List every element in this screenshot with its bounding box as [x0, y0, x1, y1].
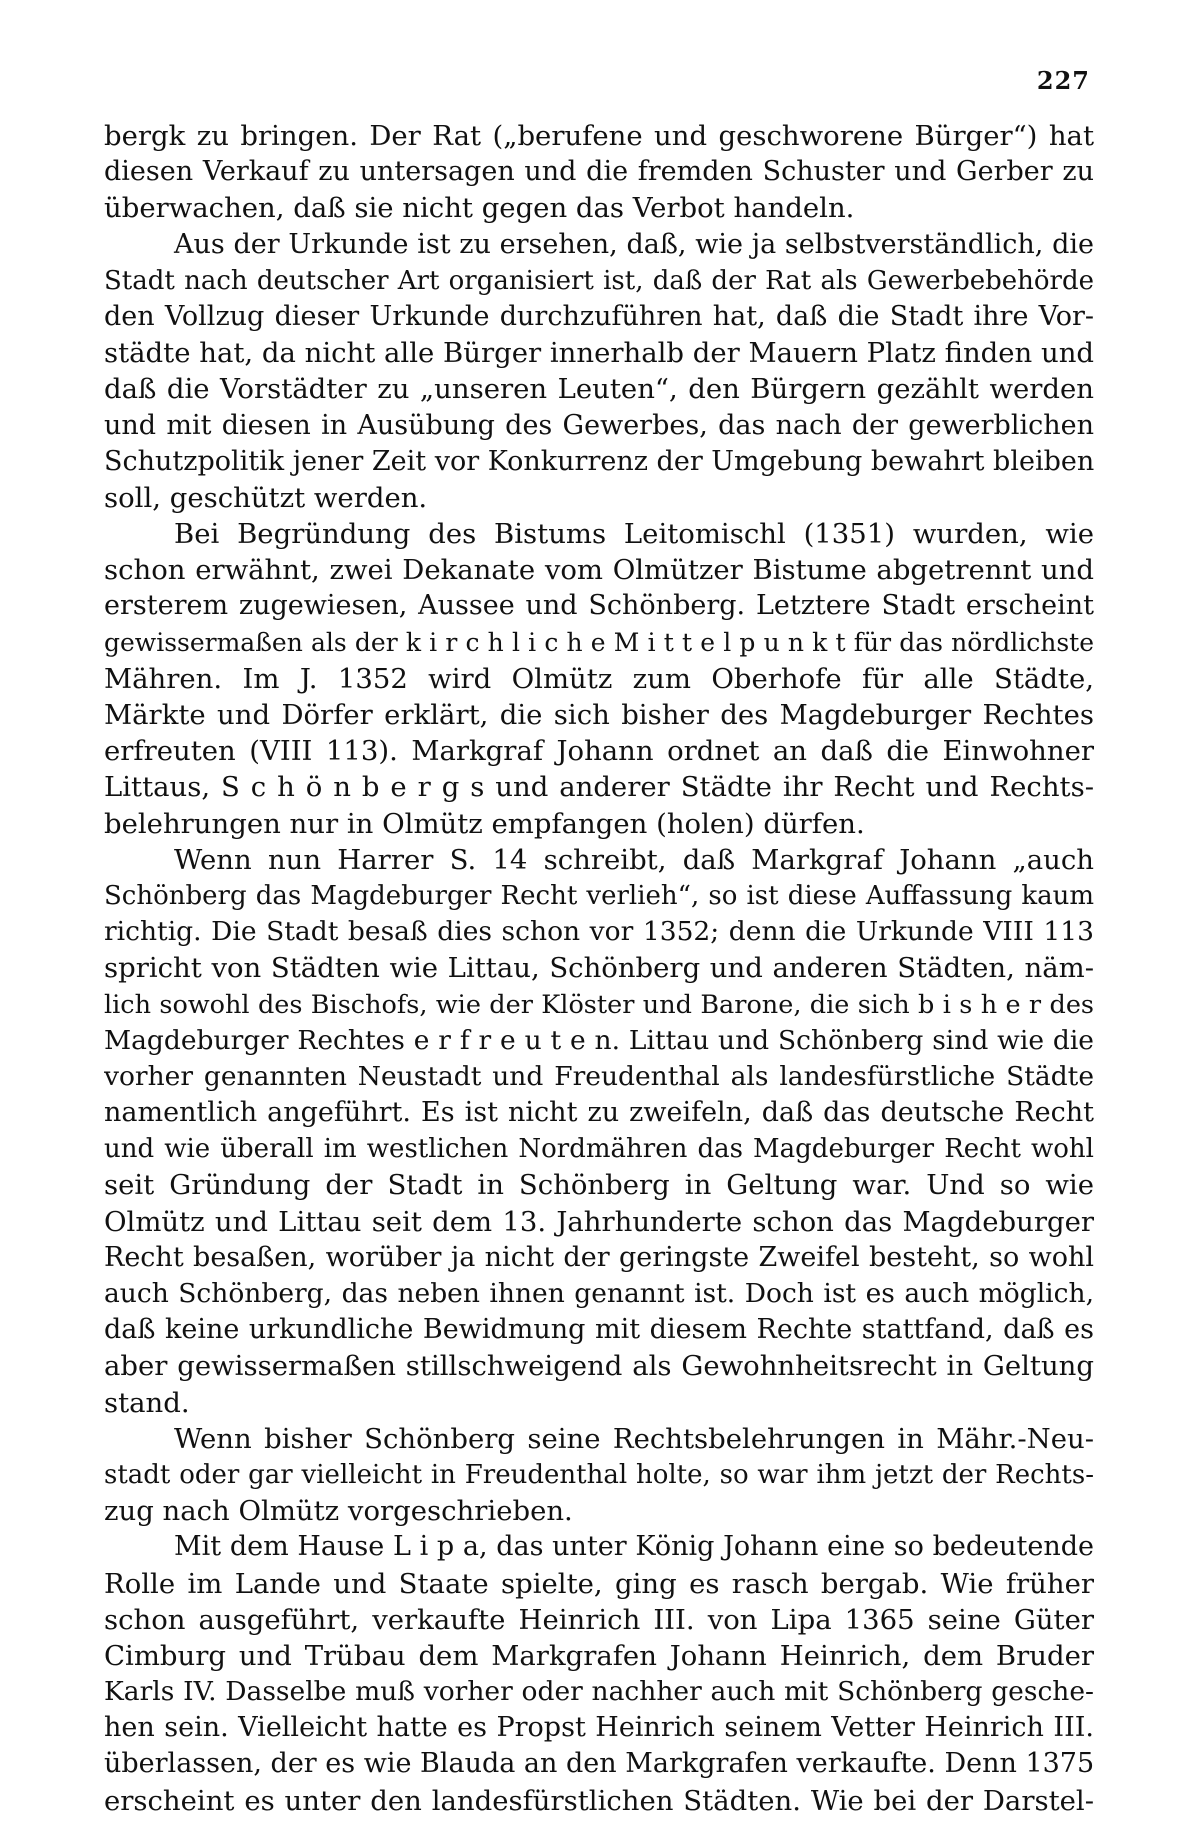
text-line: überlassen, der es wie Blauda an den Markgrafen verkaufte. Denn 1375 [104, 1748, 1094, 1780]
text-line: stand. [104, 1386, 190, 1419]
text-line: zug nach Olmütz vorgeschrieben. [104, 1495, 573, 1528]
text-line: Littaus, S c h ö n b e r g s und anderer Städte ihr Recht und Rechts- [104, 771, 1094, 804]
text-line: diesen Verkauf zu untersagen und die fremden Schuster und Gerber zu [104, 156, 1094, 188]
text-line: Schönberg das Magdeburger Recht verlieh“, so ist diese Auffassung kaum [104, 880, 1094, 911]
text-line: städte hat, da nicht alle Bürger innerhalb der Mauern Platz finden und [104, 337, 1094, 370]
text-line: bergk zu bringen. Der Rat („berufene und geschworene Bürger“) hat [104, 120, 1094, 152]
text-line: Aus der Urkunde ist zu ersehen, daß, wie ja selbstverständlich, die [174, 228, 1094, 260]
text-line: hen sein. Vielleicht hatte es Propst Heinrich seinem Vetter Heinrich III. [104, 1712, 1094, 1744]
text-line: und mit diesen in Ausübung des Gewerbes, das nach der gewerblichen [104, 409, 1094, 441]
text-line: richtig. Die Stadt besaß dies schon vor 1352; denn die Urkunde VIII 113 [104, 916, 1094, 948]
text-line: Magdeburger Rechtes e r f r e u t e n. Littau und Schönberg sind wie die [104, 1024, 1094, 1056]
text-line: Wenn nun Harrer S. 14 schreibt, daß Markgraf Johann „auch [174, 843, 1094, 876]
paragraph [104, 118, 1094, 227]
text-line: gewissermaßen als der k i r c h l i c h e M i t t e l p u n k t für das nördlichste [104, 627, 1094, 657]
text-line: erscheint es unter den landesfürstlichen Städten. Wie bei der Darstel- [104, 1784, 1094, 1817]
text-line: Mähren. Im J. 1352 wird Olmütz zum Oberhofe für alle Städte, [104, 662, 1094, 695]
text-line: schon ausgeführt, verkaufte Heinrich III. von Lipa 1365 seine Güter [104, 1603, 1094, 1636]
text-line: soll, geschützt werden. [104, 481, 428, 514]
text-line: lich sowohl des Bischofs, wie der Klöster und Barone, die sich b i s h e r des [104, 989, 1094, 1020]
paragraph [104, 842, 1094, 1421]
page-number: 227 [1036, 66, 1090, 95]
text-line: daß keine urkundliche Bewidmung mit diesem Rechte stattfand, daß es [104, 1314, 1094, 1346]
text-line: auch Schönberg, das neben ihnen genannt ist. Doch ist es auch möglich, [104, 1278, 1094, 1309]
text-line: Wenn bisher Schönberg seine Rechtsbelehrungen in Mähr.-Neu- [174, 1422, 1094, 1455]
text-line: Mit dem Hause L i p a, das unter König Johann eine so bedeutende [174, 1531, 1094, 1563]
text-line: Recht besaßen, worüber ja nicht der geringste Zweifel besteht, so wohl [104, 1241, 1094, 1273]
text-line: belehrungen nur in Olmütz empfangen (holen) dürfen. [104, 807, 865, 840]
text-line: Karls IV. Dasselbe muß vorher oder nachher auch mit Schönberg gesche- [104, 1676, 1094, 1708]
text-line: stadt oder gar vielleicht in Freudenthal holte, so war ihm jetzt der Rechts- [104, 1459, 1094, 1490]
text-line: aber gewissermaßen stillschweigend als Gewohnheitsrecht in Geltung [104, 1350, 1094, 1383]
text-line: überwachen, daß sie nicht gegen das Verbot handeln. [104, 192, 855, 225]
text-line: und wie überall im westlichen Nordmähren das Magdeburger Recht wohl [104, 1134, 1094, 1165]
text-line: erfreuten (VIII 113). Markgraf Johann ordnet an daß die Einwohner [104, 735, 1094, 768]
text-line: seit Gründung der Stadt in Schönberg in Geltung war. Und so wie [104, 1169, 1094, 1202]
text-line: Märkte und Dörfer erklärt, die sich bisher des Magdeburger Rechtes [104, 699, 1094, 731]
text-line: namentlich angeführt. Es ist nicht zu zweifeln, daß das deutsche Recht [104, 1097, 1094, 1129]
text-line: Stadt nach deutscher Art organisiert ist, daß der Rat als Gewerbebehörde [104, 265, 1094, 296]
text-line: Cimburg und Trübau dem Markgrafen Johann Heinrich, dem Bruder [104, 1639, 1094, 1672]
paragraph [104, 227, 1094, 517]
text-line: Rolle im Lande und Staate spielte, ging es rasch bergab. Wie früher [104, 1567, 1094, 1600]
text-line: spricht von Städten wie Littau, Schönberg und anderen Städten, näm- [104, 952, 1094, 985]
text-line: vorher genannten Neustadt und Freudenthal als landesfürstliche Städte [104, 1060, 1094, 1092]
text-line: Schutzpolitik jener Zeit vor Konkurrenz der Umgebung bewahrt bleiben [104, 445, 1094, 477]
paragraph [104, 1421, 1094, 1530]
text-line: Bei Begründung des Bistums Leitomischl (1351) wurden, wie [174, 518, 1094, 551]
text-line: den Vollzug dieser Urkunde durchzuführen hat, daß die Stadt ihre Vor- [104, 300, 1094, 332]
text-line: ersterem zugewiesen, Aussee und Schönberg. Letztere Stadt erscheint [104, 590, 1094, 622]
paragraph [104, 516, 1094, 842]
text-line: schon erwähnt, zwei Dekanate vom Olmützer Bistume abgetrennt und [104, 554, 1094, 587]
text-line: daß die Vorstädter zu „unseren Leuten“, den Bürgern gezählt werden [104, 373, 1094, 406]
paragraph [104, 1529, 1094, 1819]
text-line: Olmütz und Littau seit dem 13. Jahrhunderte schon das Magdeburger [104, 1205, 1094, 1238]
body-text [104, 118, 1094, 1819]
